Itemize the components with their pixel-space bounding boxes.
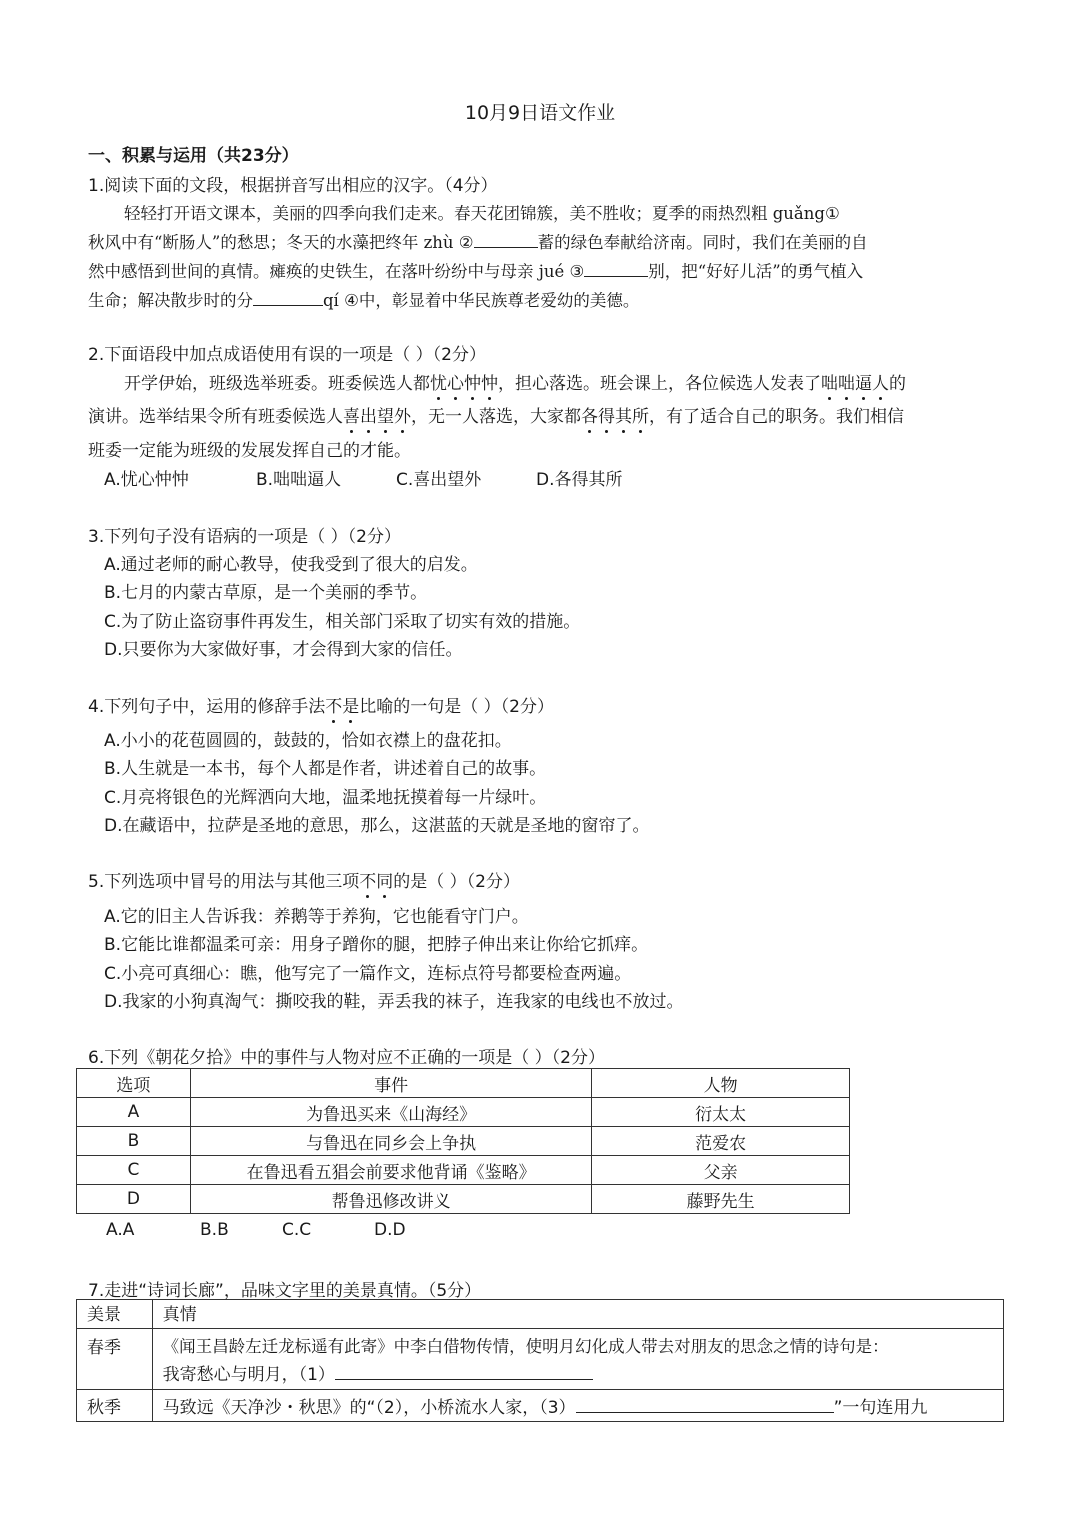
q1-blank-3[interactable]	[584, 260, 648, 277]
q1-line4-a: 生命；解决散步时的分	[88, 291, 253, 310]
q6-stem: 6.下列《朝花夕拾》中的事件与人物对应不正确的一项是（ ）（2分）	[88, 1048, 605, 1068]
q2-l1-b: ，担心落选。班会课上，各位候选人发表了	[498, 374, 821, 394]
q3-stem: 3.下列句子没有语病的一项是（ ）（2分）	[88, 527, 401, 547]
q6-option-d[interactable]: D.D	[374, 1220, 406, 1240]
q3-option-c[interactable]: C.为了防止盗窃事件再发生，相关部门采取了切实有效的措施。	[104, 612, 581, 632]
q5-option-b[interactable]: B.它能比谁都温柔可亲：用身子蹭你的腿，把脖子伸出来让你给它抓痒。	[104, 935, 649, 955]
q1-stem: 1.阅读下面的文段，根据拼音写出相应的汉字。（4分）	[88, 176, 498, 196]
q1-line3-a: 然中感悟到世间的真情。瘫痪的史铁生，在落叶纷纷中与母亲 jué ③	[88, 262, 585, 281]
q7-spring-label: 春季	[77, 1329, 153, 1390]
q4-option-b[interactable]: B.人生就是一本书，每个人都是作者，讲述着自己的故事。	[104, 759, 547, 779]
q7-spring-line-1: 《闻王昌龄左迁龙标遥有此寄》中李白借物传情，使明月幻化成人带去对朋友的思念之情的诗句是：	[162, 1337, 889, 1356]
q6-cell-person: 藤野先生	[592, 1185, 850, 1214]
q6-table	[76, 1068, 850, 1214]
q6-cell-option: D	[77, 1185, 191, 1214]
q1-line2-a: 秋风中有“断肠人”的愁思；冬天的水藻把终年 zhù ②	[88, 233, 474, 252]
q6-cell-event: 在鲁迅看五猖会前要求他背诵《鉴略》	[190, 1156, 591, 1185]
q7-header-scenery: 美景	[77, 1300, 153, 1329]
emphasis-dot-char: 外	[394, 402, 411, 427]
q7-autumn-text-a: 马致远《天净沙・秋思》的“（2），小桥流水人家，（3）	[162, 1398, 576, 1418]
q3-option-d[interactable]: D.只要你为大家做好事，才会得到大家的信任。	[104, 640, 463, 660]
q4-option-d[interactable]: D.在藏语中，拉萨是圣地的意思，那么，这湛蓝的天就是圣地的窗帘了。	[104, 816, 650, 836]
q6-cell-event: 为鲁迅买来《山海经》	[190, 1098, 591, 1127]
q6-cell-person: 衍太太	[592, 1098, 850, 1127]
q7-autumn-label: 秋季	[77, 1390, 153, 1422]
emphasis-dot-char: 不	[325, 692, 342, 717]
q6-options	[106, 1220, 406, 1240]
emphasis-dot-char: 其	[615, 402, 632, 427]
table-row	[77, 1329, 1004, 1390]
q6-option-b[interactable]: B.B	[200, 1220, 229, 1240]
q2-l2-c: ，有了适合自己的职务。我们相信	[649, 407, 904, 427]
q6-option-c[interactable]: C.C	[282, 1220, 312, 1240]
table-row	[77, 1098, 850, 1127]
q6-cell-option: B	[77, 1127, 191, 1156]
q7-table-header	[77, 1300, 1004, 1329]
q2-stem: 2.下面语段中加点成语使用有误的一项是（ ）（2分）	[88, 345, 486, 365]
q7-autumn-text-b: ”一句连用九	[833, 1398, 928, 1418]
q1-text-line-4	[88, 287, 639, 311]
q1-text-line-1: 轻轻打开语文课本，美丽的四季向我们走来。春天花团锦簇，美不胜收；夏季的雨热烈粗 guǎng①	[124, 204, 840, 223]
emphasis-dot-char: 喜	[343, 402, 360, 427]
table-row	[77, 1390, 1004, 1422]
q7-header-emotion: 真情	[152, 1300, 1003, 1329]
q4-option-a[interactable]: A.小小的花苞圆圆的，鼓鼓的，恰如衣襟上的盘花扣。	[104, 731, 512, 751]
section-heading: 一、积累与运用（共23分）	[88, 146, 299, 166]
table-row	[77, 1185, 850, 1214]
emphasis-dot-char: 咄	[838, 369, 855, 394]
emphasis-dot-char: 不	[359, 867, 376, 892]
emphasis-dot-char: 逼	[855, 369, 872, 394]
q7-stem: 7.走进“诗词长廊”，品味文字里的美景真情。（5分）	[88, 1281, 482, 1301]
q2-l1-c: 的	[889, 374, 906, 394]
q1-line2-b: 蓄的绿色奉献给济南。同时，我们在美丽的自	[537, 233, 868, 252]
q5-dotted-word	[359, 872, 393, 892]
q7-autumn-cell	[152, 1390, 1003, 1422]
q7-blank-1[interactable]	[335, 1363, 593, 1380]
q2-text-line-3: 班委一定能为班级的发展发挥自己的才能。	[88, 441, 411, 461]
q6-header-event: 事件	[190, 1069, 591, 1098]
emphasis-dot-char: 忡	[481, 369, 498, 394]
q4-option-c[interactable]: C.月亮将银色的光辉洒向大地，温柔地抚摸着每一片绿叶。	[104, 788, 547, 808]
q1-blank-4[interactable]	[253, 289, 323, 306]
q6-cell-event: 帮鲁迅修改讲义	[190, 1185, 591, 1214]
q3-option-a[interactable]: A.通过老师的耐心教导，使我受到了很大的启发。	[104, 555, 478, 575]
q6-cell-person: 范爱农	[592, 1127, 850, 1156]
q6-option-a[interactable]: A.A	[106, 1220, 135, 1240]
q7-blank-3[interactable]	[576, 1396, 834, 1413]
q6-table-header	[77, 1069, 850, 1098]
q4-dotted-word	[325, 697, 359, 717]
emphasis-dot-char: 出	[360, 402, 377, 427]
emphasis-dot-char: 人	[872, 369, 889, 394]
emphasis-dot-char: 各	[581, 402, 598, 427]
q2-option-b[interactable]: B.咄咄逼人	[256, 470, 342, 490]
q6-cell-person: 父亲	[592, 1156, 850, 1185]
q5-option-a[interactable]: A.它的旧主人告诉我：养鹅等于养狗，它也能看守门户。	[104, 907, 529, 927]
q2-dotted-idiom-a	[430, 374, 498, 394]
emphasis-dot-char: 忧	[430, 369, 447, 394]
q6-header-option: 选项	[77, 1069, 191, 1098]
table-row	[77, 1127, 850, 1156]
q1-line4-b: qí ④中，彰显着中华民族尊老爱幼的美德。	[323, 291, 640, 310]
emphasis-dot-char: 同	[376, 867, 393, 892]
emphasis-dot-char: 所	[632, 402, 649, 427]
q2-dotted-idiom-d	[581, 407, 649, 427]
emphasis-dot-char: 是	[342, 692, 359, 717]
q7-table	[76, 1299, 1004, 1422]
q2-l2-b: ，无一人落选，大家都	[411, 407, 581, 427]
q5-stem	[88, 867, 520, 892]
q4-stem-b: 比喻的一句是（ ）（2分）	[359, 697, 554, 717]
q2-text-line-2	[88, 402, 904, 427]
q1-line3-b: 别，把“好好儿活”的勇气植入	[648, 262, 864, 281]
emphasis-dot-char: 忡	[464, 369, 481, 394]
q2-l1-a: 开学伊始，班级选举班委。班委候选人都	[124, 374, 430, 394]
q6-header-person: 人物	[592, 1069, 850, 1098]
q7-spring-line-2	[163, 1361, 1003, 1389]
q6-cell-option: A	[77, 1098, 191, 1127]
q2-option-d[interactable]: D.各得其所	[536, 470, 623, 490]
q5-option-d[interactable]: D.我家的小狗真淘气：撕咬我的鞋，弄丢我的袜子，连我家的电线也不放过。	[104, 992, 684, 1012]
q2-dotted-idiom-b	[821, 374, 889, 394]
q6-cell-event: 与鲁迅在同乡会上争执	[190, 1127, 591, 1156]
q4-stem-a: 4.下列句子中，运用的修辞手法	[88, 697, 326, 717]
emphasis-dot-char: 得	[598, 402, 615, 427]
emphasis-dot-char: 心	[447, 369, 464, 394]
q1-text-line-2	[88, 229, 868, 253]
q2-option-c[interactable]: C.喜出望外	[396, 470, 482, 490]
q6-cell-option: C	[77, 1156, 191, 1185]
q5-stem-b: 的是（ ）（2分）	[393, 872, 520, 892]
emphasis-dot-char: 咄	[821, 369, 838, 394]
q2-text-line-1	[124, 369, 906, 394]
q5-option-c[interactable]: C.小亮可真细心：瞧，他写完了一篇作文，连标点符号都要检查两遍。	[104, 964, 632, 984]
q2-option-a[interactable]: A.忧心忡忡	[104, 470, 189, 490]
emphasis-dot-char: 望	[377, 402, 394, 427]
table-row	[77, 1156, 850, 1185]
page-title: 10月9日语文作业	[464, 102, 616, 124]
q3-option-b[interactable]: B.七月的内蒙古草原，是一个美丽的季节。	[104, 583, 428, 603]
q7-spring-line-2-text: 我寄愁心与明月，（1）	[162, 1365, 335, 1385]
q2-options	[104, 465, 623, 490]
q2-dotted-idiom-c	[343, 407, 411, 427]
q1-blank-2[interactable]	[474, 231, 538, 248]
q1-text-line-3	[88, 258, 863, 282]
q7-spring-cell	[152, 1329, 1003, 1390]
q5-stem-a: 5.下列选项中冒号的用法与其他三项	[88, 872, 360, 892]
q4-stem	[88, 692, 554, 717]
q2-l2-a: 演讲。选举结果令所有班委候选人	[88, 407, 343, 427]
